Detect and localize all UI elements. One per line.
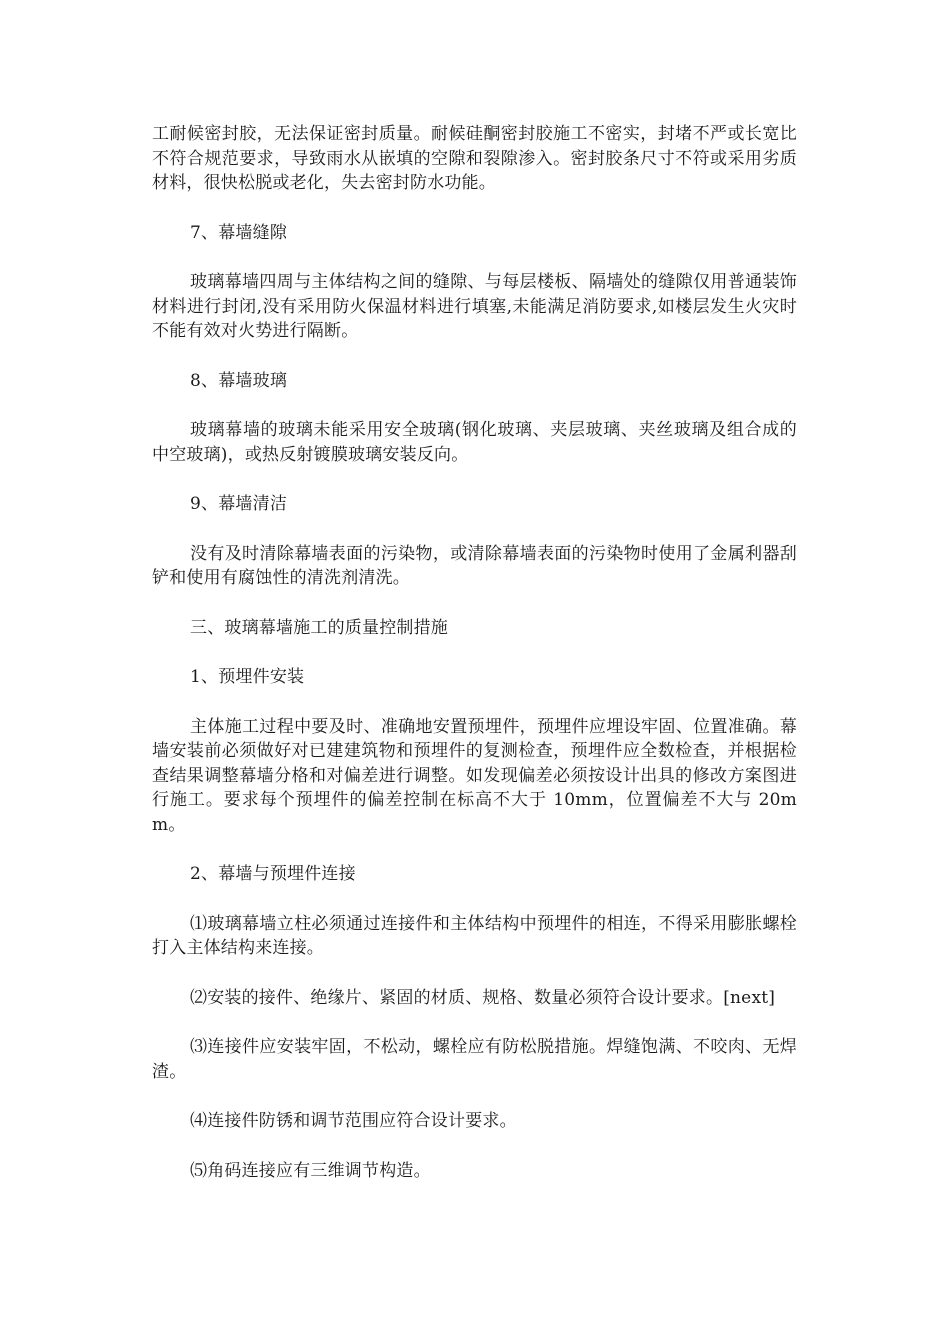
heading-curtain-wall-gaps: 7、幕墙缝隙 xyxy=(190,222,288,243)
list-item-connection-4: ⑷连接件防锈和调节范围应符合设计要求。 xyxy=(190,1111,517,1131)
paragraph-cleaning: 没有及时清除幕墙表面的污染物，或清除幕墙表面的污染物时使用了金属利器刮铲和使用有腐蚀性的清洗剂清洗。 xyxy=(152,543,797,588)
heading-embedded-parts: 1、预埋件安装 xyxy=(190,667,305,687)
list-item-connection-5: ⑸角码连接应有三维调节构造。 xyxy=(190,1160,431,1181)
heading-connection: 2、幕墙与预埋件连接 xyxy=(190,864,356,884)
paragraph-embedded-parts: 主体施工过程中要及时、准确地安置预埋件，预埋件应埋设牢固、位置准确。幕墙安装前必须做好对已建建筑物和预埋件的复测检查，预埋件应全数检查，并根据检查结果调整幕墙分格和对偏差进行调整。如发现偏差必须按设计出具的修改方案图进行施工。要求每个预埋件的偏差控制在标高不大于 10mm，位置偏差不大与 20mm。 xyxy=(152,716,797,835)
heading-curtain-wall-glass: 8、幕墙玻璃 xyxy=(190,370,288,391)
list-item-connection-3: ⑶连接件应安装牢固，不松动，螺栓应有防松脱措施。焊缝饱满、不咬肉、无焊渣。 xyxy=(152,1037,797,1082)
document-body xyxy=(152,122,797,1208)
list-item-connection-2: ⑵安装的接件、绝缘片、紧固的材质、规格、数量必须符合设计要求。[next] xyxy=(190,987,776,1008)
heading-curtain-wall-cleaning: 9、幕墙清洁 xyxy=(190,494,288,514)
section-heading-quality-control: 三、玻璃幕墙施工的质量控制措施 xyxy=(190,617,448,638)
paragraph-gaps: 玻璃幕墙四周与主体结构之间的缝隙、与每层楼板、隔墙处的缝隙仅用普通装饰材料进行封闭,没有采用防火保温材料进行填塞,未能满足消防要求,如楼层发生火灾时不能有效对火势进行隔断。 xyxy=(152,272,797,341)
list-item-connection-1: ⑴玻璃幕墙立柱必须通过连接件和主体结构中预埋件的相连，不得采用膨胀螺栓打入主体结构来连接。 xyxy=(152,913,797,958)
paragraph-glass: 玻璃幕墙的玻璃未能采用安全玻璃(钢化玻璃、夹层玻璃、夹丝玻璃及组合成的中空玻璃)，或热反射镀膜玻璃安装反向。 xyxy=(152,420,797,465)
paragraph-intro: 工耐候密封胶，无法保证密封质量。耐候硅酮密封胶施工不密实，封堵不严或长宽比不符合规范要求，导致雨水从嵌填的空隙和裂隙渗入。密封胶条尺寸不符或采用劣质材料，很快松脱或老化，失去密封防水功能。 xyxy=(152,124,797,193)
